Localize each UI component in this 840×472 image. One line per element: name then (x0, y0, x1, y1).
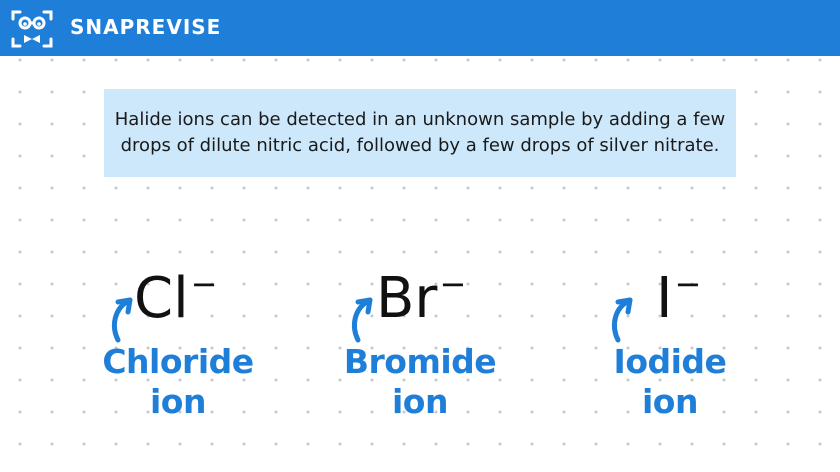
top-bar (0, 0, 840, 56)
element-symbol: Br (376, 266, 438, 331)
charge-superscript: − (439, 265, 467, 303)
ion-label (88, 342, 268, 422)
ion-symbol (376, 246, 466, 337)
ion-chloride (96, 246, 336, 446)
info-text: Halide ions can be detected in an unknown sample by adding a few drops of dilute nitric acid, followed by a few drops of silver nitrate. (114, 109, 726, 156)
ion-iodide (580, 246, 820, 446)
label-suffix: ion (392, 382, 448, 421)
label-suffix: ion (150, 382, 206, 421)
label-name: Bromide (343, 342, 497, 381)
ion-bromide (338, 246, 578, 446)
label-name: Iodide (613, 342, 727, 381)
curved-arrow-icon (106, 294, 136, 346)
ion-label (330, 342, 510, 422)
element-symbol: I (656, 266, 673, 331)
ion-label (580, 342, 760, 422)
curved-arrow-icon (606, 294, 636, 346)
label-suffix: ion (642, 382, 698, 421)
snaprevise-logo-icon (10, 8, 54, 50)
charge-superscript: − (190, 265, 218, 303)
ion-symbol (134, 246, 217, 337)
charge-superscript: − (674, 265, 702, 303)
element-symbol: Cl (134, 266, 189, 331)
ion-symbol (656, 246, 701, 337)
brand-name: SNAPREVISE (70, 15, 222, 39)
label-name: Chloride (102, 342, 254, 381)
curved-arrow-icon (346, 294, 376, 346)
info-box (104, 89, 736, 177)
